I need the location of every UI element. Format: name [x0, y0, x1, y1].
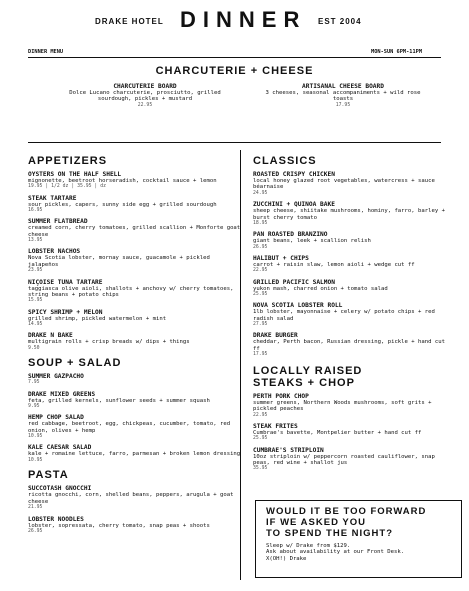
- header-divider: [28, 57, 441, 58]
- classics-title: CLASSICS: [253, 155, 317, 167]
- list-item: SUMMER FLATBREAD creamed corn, cherry tomatoes, grilled scallion + Monforte goat cheese 13.95: [28, 218, 241, 244]
- menu-label: DINNER MENU: [28, 49, 64, 55]
- list-item: HEMP CHOP SALAD red cabbage, beetroot, egg, chickpeas, cucumber, tomato, red onion, olives + hemp 10.95: [28, 414, 231, 440]
- promo-line-1: Sleep w/ Drake from $129.: [266, 543, 351, 549]
- charcuterie-title: CHARCUTERIE + CHEESE: [155, 65, 314, 77]
- list-item: STEAK TARTARE sour pickles, capers, sunny side egg + grilled sourdough 16.95: [28, 194, 217, 214]
- cheese-board: ARTISANAL CHEESE BOARD 3 cheeses, seasonal accompaniments + wild rose toasts 17.95: [265, 83, 421, 108]
- right-column: [253, 155, 453, 477]
- list-item: NOVA SCOTIA LOBSTER ROLL 1lb lobster, mayonnaise + celery w/ potato chips + red radish salad 27.95: [253, 302, 435, 328]
- charcuterie-board: CHARCUTERIE BOARD Dolce Lucano charcuterie, prosciutto, grilled sourdough, pickles + mustard 22.95: [69, 83, 221, 108]
- pasta-title: PASTA: [28, 469, 69, 482]
- list-item: HALIBUT + CHIPS carrot + raisin slaw, lemon aioli + wedge cut ff 22.95: [253, 254, 415, 274]
- hotel-name: DRAKE HOTEL: [95, 17, 164, 26]
- promo-headline-1: WOULD IT BE TOO FORWARD: [266, 506, 427, 517]
- established: EST 2004: [318, 17, 362, 26]
- list-item: DRAKE BURGER cheddar, Perth bacon, Russian dressing, pickle + hand cut ff 17.95: [253, 332, 445, 358]
- promo-headline-3: TO SPEND THE NIGHT?: [266, 528, 394, 539]
- hotel-promo-box: [255, 500, 462, 578]
- list-item: CUMBRAE'S STRIPLOIN 10oz striploin w/ peppercorn roasted cauliflower, snap peas, red wine + shallot jus 35.95: [253, 446, 435, 472]
- page-title: DINNER: [180, 7, 307, 32]
- promo-line-2: Ask about availability at our Front Desk.: [266, 549, 405, 556]
- list-item: SUMMER GAZPACHO 7.95: [28, 373, 84, 386]
- appetizers-title: APPETIZERS: [28, 155, 108, 167]
- list-item: SUCCOTASH GNOCCHI ricotta gnocchi, corn, shelled beans, peppers, arugula + goat cheese 21.95: [28, 485, 234, 511]
- promo-signoff: X(OH!) Drake: [266, 555, 307, 562]
- list-item: OYSTERS ON THE HALF SHELL mignonette, beetroot horseradish, cocktail sauce + lemon 19.95 | 1/2 dz | 35.95 | dz: [28, 171, 217, 190]
- list-item: SPICY SHRIMP + MELON grilled shrimp, pickled watermelon + mint 14.95: [28, 308, 167, 328]
- list-item: LOBSTER NACHOS Nova Scotia lobster, mornay sauce, guacamole + pickled jalapeños 23.95: [28, 248, 210, 274]
- list-item: DRAKE MIXED GREENS feta, grilled kernels, sunflower seeds + summer squash 9.95: [28, 390, 210, 410]
- list-item: PERTH PORK CHOP summer greens, Northern Woods mushrooms, soft grits + pickled peaches 22.95: [253, 392, 432, 418]
- list-item: ROASTED CRISPY CHICKEN local honey glazed root vegetables, watercress + sauce béarnaise 24.95: [253, 171, 435, 196]
- list-item: KALE CAESAR SALAD kale + romaine lettuce, farro, parmesan + broken lemon dressing 10.95: [28, 444, 241, 463]
- soup-salad-title: SOUP + SALAD: [28, 357, 122, 370]
- left-column: [28, 155, 242, 539]
- list-item: PAN ROASTED BRANZINO giant beans, leek + scallion relish 26.95: [253, 231, 371, 250]
- list-item: STEAK FRITES Cumbrae's bavette, Montpelier butter + hand cut ff 25.95: [253, 422, 422, 442]
- section-divider: [28, 142, 441, 143]
- promo-headline-2: IF WE ASKED YOU: [266, 517, 366, 528]
- list-item: LOBSTER NOODLES lobster, sopressata, cherry tomato, snap peas + shoots 26.95: [28, 515, 210, 534]
- list-item: NIÇOISE TUNA TARTARE taggiasca olive aioli, shallots + anchovy w/ cherry tomatoes, string beans + potato chips 15.95: [28, 278, 234, 304]
- list-item: GRILLED PACIFIC SALMON yukon mash, charred onion + tomato salad 25.95: [253, 278, 388, 297]
- hours: MON-SUN 6PM-11PM: [371, 49, 423, 55]
- list-item: ZUCCHINI + QUINOA BAKE sheep cheese, shiitake mushrooms, hominy, farro, barley + burst cherry tomato 18.95: [253, 201, 445, 226]
- steaks-title-line2: STEAKS + CHOP: [253, 376, 355, 389]
- list-item: DRAKE N BAKE multigrain rolls + crisp breads w/ dips + things 9.50: [28, 332, 190, 351]
- steaks-title-line1: LOCALLY RAISED: [253, 364, 363, 377]
